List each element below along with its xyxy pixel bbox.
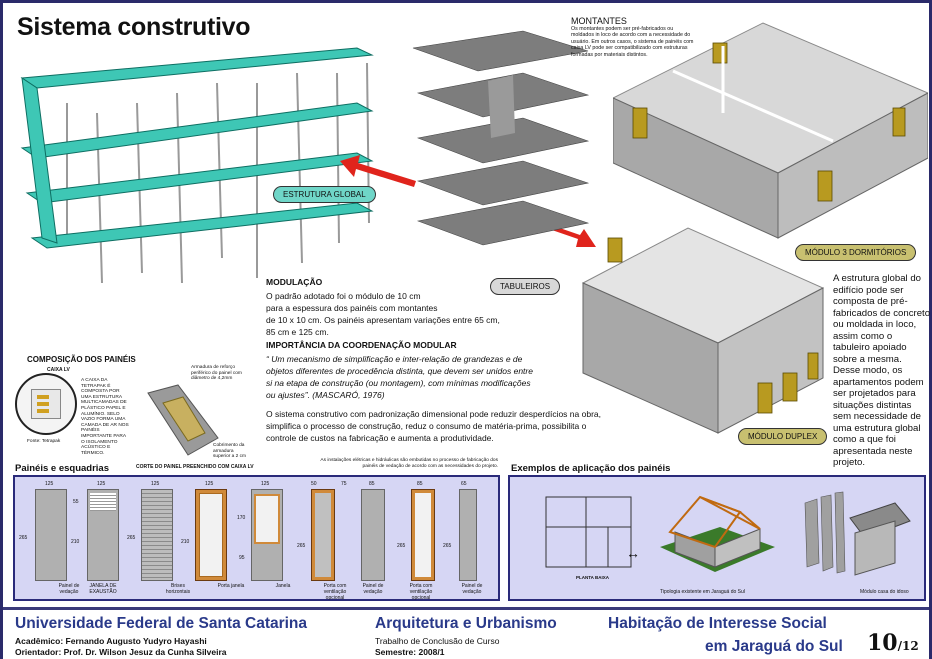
- painel-item: [361, 489, 385, 581]
- composicao-heading: COMPOSIÇÃO DOS PAINÉIS: [27, 355, 136, 364]
- painel-item: [459, 489, 477, 581]
- panel-label: Porta janela: [217, 583, 245, 589]
- tag-modulo-3-dormitorios: MÓDULO 3 DORMITÓRIOS: [795, 244, 916, 261]
- painel-item: [311, 489, 335, 581]
- panel-dim: 265: [397, 543, 406, 549]
- panel-dim: 85: [369, 481, 375, 487]
- panel-dim: 85: [417, 481, 423, 487]
- paineis-heading: Painéis e esquadrias: [15, 463, 109, 474]
- panel-dim: 125: [205, 481, 214, 487]
- footer-orientador: Orientador: Prof. Dr. Wilson Jesuz da Cunha Silveira: [15, 647, 227, 657]
- double-arrow-icon: ↔: [626, 545, 640, 561]
- casa-3d-drawing: [650, 487, 780, 587]
- coordenacao-heading: IMPORTÂNCIA DA COORDENAÇÃO MODULAR: [266, 340, 457, 350]
- paineis-note: As instalações elétricas e hidráulicas são embutidas no processo de fabricação dos painéis de vedação de acordo com as necessidades do projeto.: [320, 458, 498, 469]
- tag-modulo-duplex: MÓDULO DUPLEX: [738, 428, 827, 445]
- caixa-lv-label: CAIXA LV: [47, 367, 70, 373]
- modulo-duplex-illustration: [578, 203, 828, 438]
- panel-label: Porta com ventilação opcional: [409, 583, 433, 601]
- corte-label: CORTE DO PAINEL PREENCHIDO COM CAIXA LV: [136, 464, 254, 470]
- panel-label: Painel de vedação: [461, 583, 483, 595]
- footer-academico: Acadêmico: Fernando Augusto Yudyro Hayashi: [15, 636, 207, 646]
- panel-dim: 50: [311, 481, 317, 487]
- modulacao-line: O padrão adotado foi o módulo de 10 cm: [266, 291, 421, 301]
- coordenacao-body: [266, 408, 601, 444]
- footer-tcc: Trabalho de Conclusão de Curso: [375, 636, 500, 646]
- planta-baixa-label: PLANTA BAIXA: [576, 575, 609, 580]
- panel-dim: 125: [261, 481, 270, 487]
- footer-semestre: Semestre: 2008/1: [375, 647, 445, 657]
- panel-label: Brises horizontais: [165, 583, 191, 595]
- panel-dim: 265: [443, 543, 452, 549]
- quote-line: “ Um mecanismo de simplificação e inter-relação de grandezas e de: [266, 354, 523, 364]
- page-current: 10: [867, 630, 898, 656]
- modulacao-line: 85 cm e 125 cm.: [266, 327, 329, 337]
- quote-line: si na etapa de construção (ou montagem), com mínimas modificações: [266, 378, 531, 388]
- painel-item: [195, 489, 227, 581]
- global-structure-illustration: [17, 43, 377, 293]
- armadura-note: Armadura de reforço periférico do painel com diâmetro de 4,2mm: [191, 365, 242, 382]
- side-description: A estrutura global do edifício pode ser composta de pré-fabricados de concreto ou moldada in loco, assim como o tabuleiro apoiado sobre a mesma. Desse modo, os apartamentos podem ser projetados para situações distintas sem necessidade de uma estrutura global como a que foi apresentada neste projeto.: [833, 273, 931, 468]
- page-total: /12: [897, 639, 919, 653]
- painel-item: [141, 489, 173, 581]
- panel-label: Porta com ventilação opcional: [323, 583, 347, 601]
- footer: [3, 607, 929, 659]
- body-line: controle de custos na fabricação e aumenta a produtividade.: [266, 433, 494, 443]
- exemplos-panel: [508, 475, 926, 601]
- tag-tabuleiros: TABULEIROS: [490, 278, 560, 295]
- modulo-casa-idoso-drawing: [795, 483, 915, 589]
- montantes-text: Os montantes podem ser pré-fabricados ou moldados in loco de acordo com a necessidade do usuário. Em outros casos, o sistema de painéis com caixa LV pode ser compatibilizado com estruturas formadas por materiais distintos.: [571, 26, 694, 58]
- footer-curso: Arquitetura e Urbanismo: [375, 615, 557, 632]
- panel-dim: 265: [127, 535, 136, 541]
- painel-item: [87, 489, 119, 581]
- panel-dim: 210: [181, 539, 190, 545]
- panel-dim: 65: [461, 481, 467, 487]
- panel-label: JANELA DE EXAUSTÃO: [89, 583, 117, 595]
- panel-dim: 125: [45, 481, 54, 487]
- modulacao-heading: MODULAÇÃO: [266, 277, 323, 287]
- panel-dim: 170: [237, 515, 246, 521]
- panel-dim: 125: [151, 481, 160, 487]
- quote-line: ou ajustes”. (MASCARÓ, 1976): [266, 390, 385, 400]
- body-line: simplifica o processo de construção, reduz o consumo de matéria-prima, possibilita o: [266, 421, 587, 431]
- footer-university: Universidade Federal de Santa Catarina: [15, 615, 308, 632]
- exemplos-heading: Exemplos de aplicação dos painéis: [511, 463, 671, 474]
- panel-dim: 95: [239, 555, 245, 561]
- modulo-casa-idoso-label: Módulo casa do idoso: [860, 589, 909, 595]
- cobrimento-note: Cobrimento da armadura superior a 2 cm: [213, 443, 247, 460]
- tabuleiros-illustration: [403, 23, 593, 273]
- painel-corte-illustration: [143, 383, 223, 463]
- body-line: O sistema construtivo com padronização dimensional pode reduzir desperdícios na obra,: [266, 409, 601, 419]
- panel-dim: 75: [341, 481, 347, 487]
- planta-baixa-drawing: [526, 487, 636, 577]
- panel-dim: 210: [71, 539, 80, 545]
- caixa-lv-circle: [15, 373, 77, 435]
- page-number: [867, 630, 919, 656]
- footer-tema-1: Habitação de Interesse Social: [608, 615, 827, 632]
- modulacao-line: de 10 x 10 cm. Os painéis apresentam variações entre 65 cm,: [266, 315, 500, 325]
- page-title: Sistema construtivo: [17, 13, 251, 41]
- painel-item: [251, 489, 283, 581]
- modulacao-line: para a espessura dos painéis com montantes: [266, 303, 438, 313]
- quote-line: objetos diferentes de procedência distinta, que devem ser unidos entre: [266, 366, 533, 376]
- caixa-lv-description: A CAIXA DA TETRAPAK É COMPOSTA POR UMA ESTRUTURA MULTICAMADAS DE PLÁSTICO PAPEL E ALUMÍNIO. SELO VAZIO FORMA UMA CAMADA DE AR NOS PAINÉIS IMPORTANTE PARA O ISOLAMENTO ACÚSTICO E TÉRMICO.: [81, 378, 129, 456]
- footer-tema-2: em Jaraguá do Sul: [705, 638, 843, 655]
- panel-label: Painel de vedação: [362, 583, 384, 595]
- panel-label: Janela: [275, 583, 291, 589]
- modulacao-text: [266, 290, 500, 338]
- tipologia-label: Tipologia existente em Jaraguá do Sul: [660, 589, 745, 595]
- coordenacao-quote: [266, 353, 533, 401]
- fonte-tetrapak: Fonte: Tetrapak: [27, 439, 61, 444]
- panel-dim: 125: [97, 481, 106, 487]
- panel-dim: 265: [297, 543, 306, 549]
- panel-dim: 265: [19, 535, 28, 541]
- tag-estrutura-global: ESTRUTURA GLOBAL: [273, 186, 376, 203]
- panel-label: Painel de vedação: [58, 583, 80, 595]
- painel-item: [411, 489, 435, 581]
- panel-dim: 55: [73, 499, 79, 505]
- painel-item: [35, 489, 67, 581]
- montantes-heading: MONTANTES: [571, 16, 627, 26]
- paineis-panel: [13, 475, 500, 601]
